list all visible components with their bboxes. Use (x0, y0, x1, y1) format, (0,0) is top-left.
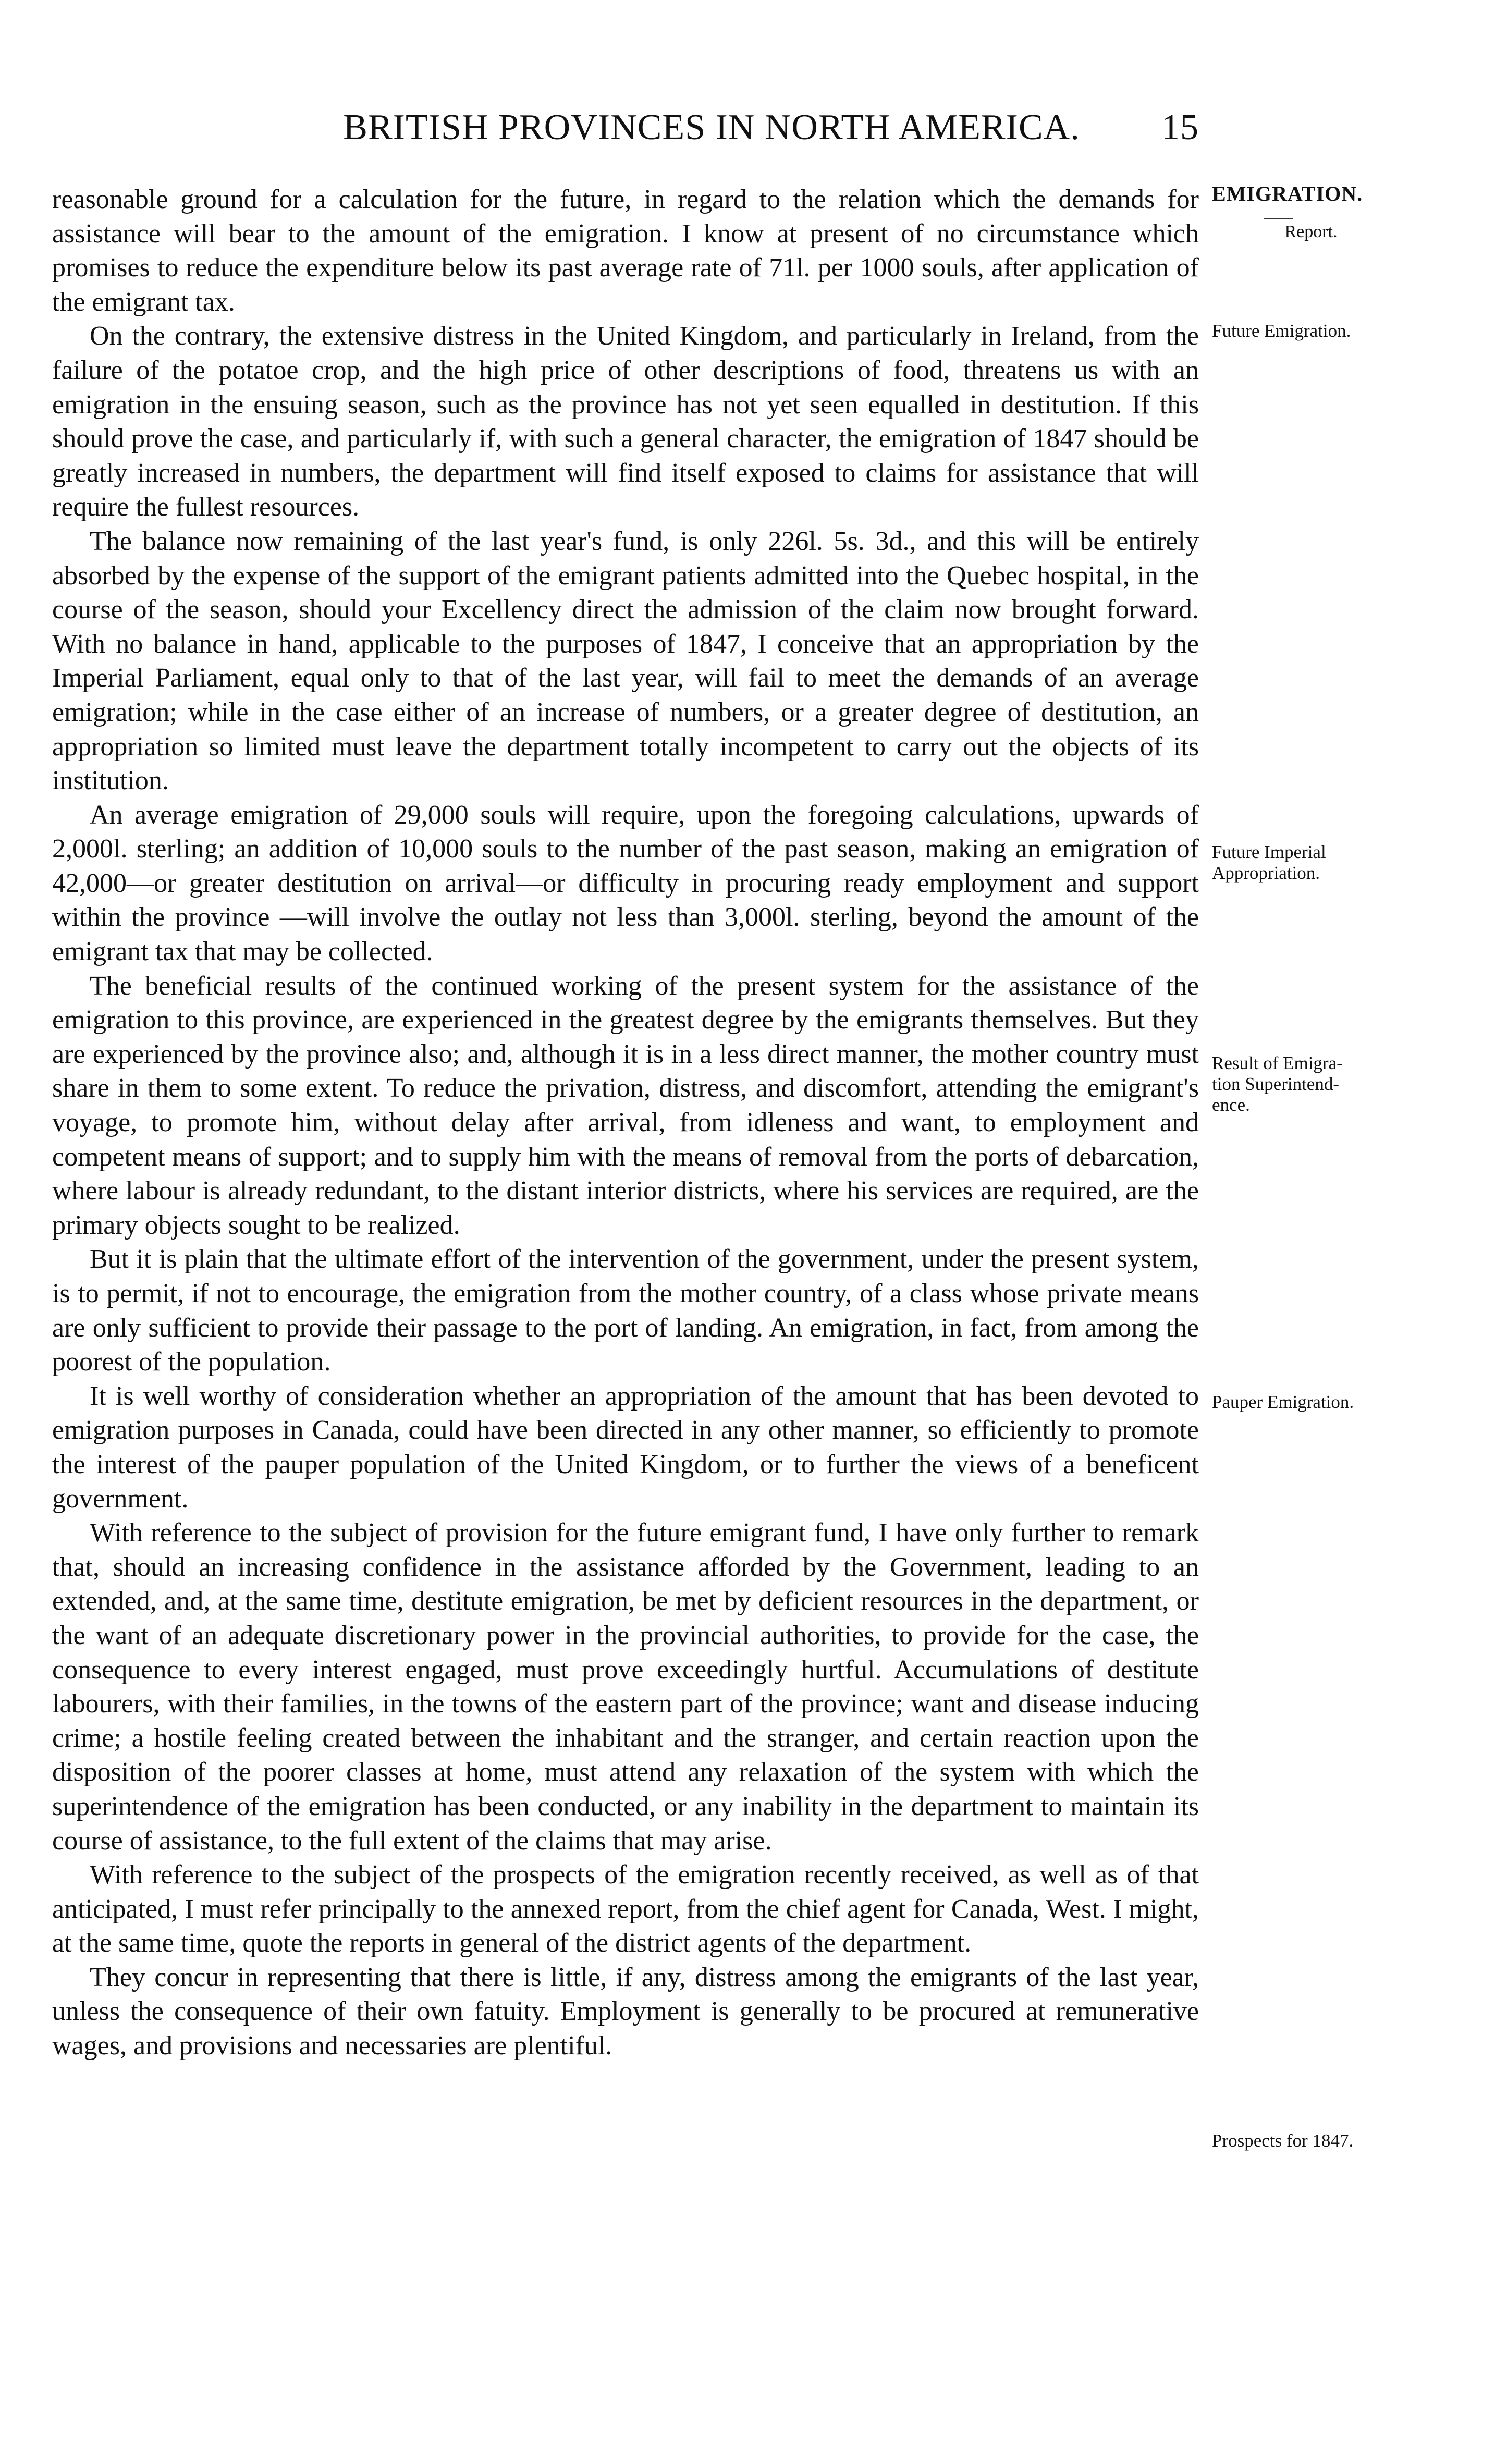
margin-note-result-line3: ence. (1212, 1095, 1250, 1115)
paragraph-1: reasonable ground for a calculation for the future, in regard to the relation which the demands for assistance will bear to the amount of the emigration. I know at present of no circumstance which promises to reduce the expenditure below its past average rate of 71l. per 1000 souls, after application of the emigrant tax. (52, 185, 1199, 317)
paragraph-6: But it is plain that the ultimate effort of the intervention of the government, under the present system, is to permit, if not to encourage, the emigration from the mother country, of a class whose private means are only sufficient to provide their passage to the port of landing. An emigration, in fact, from among the poorest of the population. (52, 1244, 1199, 1377)
margin-note-result-line1: Result of Emigra- (1212, 1053, 1343, 1073)
running-head (224, 107, 1199, 154)
margin-note-report: Report. (1284, 222, 1338, 241)
margin-note-pauper: Pauper Emigration. (1212, 1392, 1354, 1412)
paragraph-3: The balance now remaining of the last year's fund, is only 226l. 5s. 3d., and this will be entirely absorbed by the expense of the support of the emigrant patients admitted into the Quebec hospital, in the course of the season, should your Excellency direct the admission of the claim now brought forward. With no balance in hand, applicable to the purposes of 1847, I conceive that an appropriation by the Imperial Parliament, equal only to that of the last year, will fail to meet the demands of an average emigration; while in the case either of an increase of numbers, or a greater degree of destitution, an appropriation so limited must leave the department totally incompetent to carry out the objects of its institution. (52, 526, 1199, 796)
paragraph-10: They concur in representing that there is little, if any, distress among the emigrants of the last year, unless the consequence of their own fatuity. Employment is generally to be procured at remunerative wages, and provisions and necessaries are plentiful. (52, 1962, 1199, 2061)
margin-note-future-emigration: Future Emigration. (1212, 321, 1351, 341)
paragraph-4: An average emigration of 29,000 souls will require, upon the foregoing calculations, upwards of 2,000l. sterling; an addition of 10,000 souls to the number of the past season, making an emigration of 42,000—or greater destitution on arrival—or difficulty in procuring ready employment and support within the province —will involve the outlay not less than 3,000l. sterling, beyond the amount of the emigrant tax that may be collected. (52, 800, 1199, 967)
paragraph-8: With reference to the subject of provision for the future emigrant fund, I have only further to remark that, should an increasing confidence in the assistance afforded by the Government, leading to an extended, and, at the same time, destitute emigration, be met by deficient resources in the department, or the want of an adequate discretionary power in the provincial authorities, to provide for the case, the consequence to every interest engaged, must prove exceedingly hurtful. Accumulations of destitute labourers, with their families, in the towns of the eastern part of the province; want and disease inducing crime; a hostile feeling created between the inhabitant and the stranger, and certain reaction upon the disposition of the poorer classes at home, must attend any relaxation of the system with which the superintendence of the emigration has been conducted, or any inability in the department to maintain its course of assistance, to the full extent of the claims that may arise. (52, 1518, 1199, 1856)
report-rule (1264, 218, 1293, 219)
paragraph-2: On the contrary, the extensive distress in the United Kingdom, and particularly in Ireland, from the failure of the potatoe crop, and the high price of other descriptions of food, threatens us with an emigration in the ensuing season, such as the province has not yet seen equalled in destitution. If this should prove the case, and particularly if, with such a general character, the emigration of 1847 should be greatly increased in numbers, the department will find itself exposed to claims for assistance that will require the fullest resources. (52, 321, 1199, 522)
running-title: BRITISH PROVINCES IN NORTH AMERICA. (343, 107, 1080, 148)
margin-note-section: EMIGRATION. (1212, 182, 1363, 205)
paragraph-5: The beneficial results of the continued working of the present system for the assistance of the emigration to this province, are experienced in the greatest degree by the emigrants themselves. But they are experienced by the province also; and, although it is in a less direct manner, the mother country must share in them to some extent. To reduce the privation, distress, and discomfort, attending the emigrant's voyage, to promote him, without delay after arrival, from idleness and want, to employment and competent means of support; and to supply him with the means of removal from the ports of debarcation, where labour is already redundant, to the distant interior districts, where his services are required, are the primary objects sought to be realized. (52, 971, 1199, 1240)
margin-note-result-line2: tion Superintend- (1212, 1074, 1339, 1094)
page-number: 15 (1161, 107, 1199, 148)
margin-note-future-imperial (1212, 842, 1441, 884)
margin-note-future-imperial-line1: Future Imperial (1212, 842, 1326, 862)
paragraph-7: It is well worthy of consideration whether an appropriation of the amount that has been devoted to emigration purposes in Canada, could have been directed in any other manner, so efficiently to promote the interest of the pauper population of the United Kingdom, or to further the views of a beneficent government. (52, 1381, 1199, 1514)
paragraph-9: With reference to the subject of the prospects of the emigration recently received, as well as of that anticipated, I must refer principally to the annexed report, from the chief agent for Canada, West. I might, at the same time, quote the reports in general of the district agents of the department. (52, 1860, 1199, 1958)
body-text (52, 182, 1199, 2063)
margin-note-prospects: Prospects for 1847. (1212, 2130, 1354, 2151)
margin-note-future-imperial-line2: Appropriation. (1212, 863, 1320, 883)
margin-note-result (1212, 1053, 1441, 1115)
